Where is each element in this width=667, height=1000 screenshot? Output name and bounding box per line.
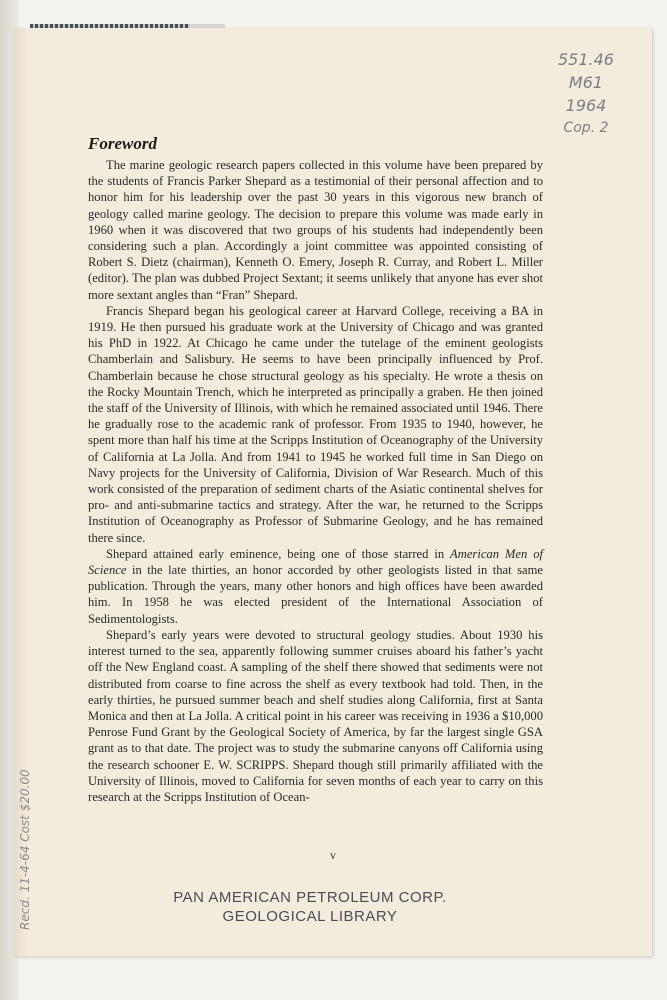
stamp-line-company: PAN AMERICAN PETROLEUM CORP. xyxy=(173,889,447,906)
book-title-italic: American Men of Science xyxy=(88,546,543,578)
foreword-body xyxy=(88,157,543,805)
handwritten-margin-note: Recd. 11-4-64 Cost $20.00 xyxy=(18,769,32,930)
paragraph: The marine geologic research papers collected in this volume have been prepared by the students of Francis Parker Shepard as a testimonial of their personal affection and to honor him for his leadership over the past 30 years in this vigorous new branch of geology called marine geology. The decision to prepare this volume was made early in 1960 when it was discovered that two groups of his students had independently been considering such a plan. Accordingly a joint committee was appointed consisting of Robert S. Dietz (chairman), Kenneth O. Emery, Joseph R. Curray, and Robert L. Miller (editor). The plan was dubbed Project Sextant; it seems unlikely that anyone has ever shot more sextant angles than “Fran” Shepard. xyxy=(88,158,543,302)
paragraph xyxy=(88,546,543,627)
page-number: v xyxy=(330,848,336,862)
call-number-line: 551.46 xyxy=(558,50,614,69)
paragraph-text: in the late thirties, an honor accorded by other geologists listed in that same publication. Through the years, many other honors and high offices have been awarded him. In 1958 he was elected president of the International Association of Sedimentologists. xyxy=(88,563,543,626)
paragraph: Francis Shepard began his geological career at Harvard College, receiving a BA in 1919. He then pursued his graduate work at the University of Chicago and was granted his PhD in 1922. At Chicago he came under the tutelage of the eminent geologists Chamberlain and Salisbury. He seems to have been principally influenced by Prof. Chamberlain because he chose structural geology as his specialty. He wrote a thesis on the Rocky Mountain Trench, which he interpreted as principally a graben. He then joined the staff of the University of Illinois, with which he remained associated until 1946. There he gradually rose to the academic rank of professor. From 1935 to 1940, however, he spent more than half his time at the Scripps Institution of Oceanography of the University of California at La Jolla. And from 1941 to 1945 he worked full time in San Diego on Navy projects for the University of California, Division of War Research. Much of this work consisted of the preparation of sediment charts of the Asiatic continental shelves for pro- and anti-submarine tactics and strategy. After the war, he returned to the Scripps Institution of Oceanography as Professor of Submarine Geology, and he has remained there since. xyxy=(88,303,543,545)
handwritten-call-number xyxy=(531,48,641,140)
call-number-line: M61 xyxy=(568,73,604,92)
stamp-line-library: GEOLOGICAL LIBRARY xyxy=(222,908,398,925)
library-stamp xyxy=(165,888,455,926)
paragraph: Shepard’s early years were devoted to structural geology studies. About 1930 his interest turned to the sea, apparently following summer cruises aboard his father’s yacht off the New England coast. A sampling of the shelf there showed that sediments were not distributed from coarse to fine across the shelf as every textbook had told. Then, in the early thirties, he pursued summer beach and shelf studies along California, first at Santa Monica and then at La Jolla. A critical point in his career was receiving in 1936 a $10,000 Penrose Fund Grant by the Geological Society of America, by far the largest single GSA grant as to that date. The project was to study the submarine canyons off California using the research schooner E. W. SCRIPPS. Shepard though still primarily affiliated with the University of Illinois, moved to California for seven months of each year to carry on this research at the Scripps Institution of Ocean- xyxy=(88,627,543,804)
call-number-line: Cop. 2 xyxy=(563,120,609,136)
section-heading: Foreword xyxy=(88,134,157,153)
paragraph-text: Shepard attained early eminence, being one of those starred in xyxy=(106,546,451,561)
call-number-line: 1964 xyxy=(565,96,607,115)
